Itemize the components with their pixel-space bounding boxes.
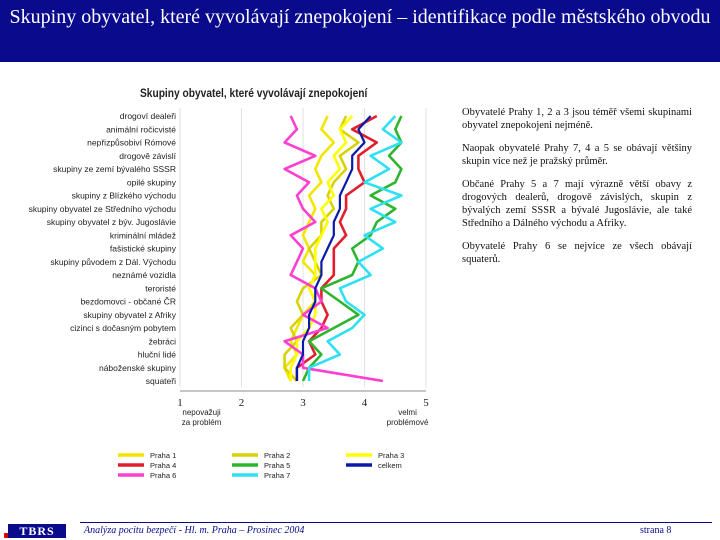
- legend-label: Praha 2: [264, 451, 291, 460]
- category-label: animální ročicvisté: [106, 124, 176, 135]
- category-label: skupiny původem z Dál. Východu: [50, 256, 176, 267]
- category-label: nepřizpůsobiví Rómové: [87, 137, 176, 148]
- category-label: bezdomovci - občané ČR: [80, 296, 176, 307]
- tbrs-logo: TBRS: [8, 524, 66, 538]
- x-tick-label: 2: [238, 397, 245, 409]
- legend-label: Praha 7: [264, 471, 291, 480]
- legend-label: Praha 3: [378, 451, 405, 460]
- category-label: žebráci: [148, 336, 176, 347]
- commentary: [462, 106, 692, 276]
- category-label: skupiny obyvatel ze Středního východu: [28, 203, 176, 214]
- category-label: skupiny z Blízkého východu: [71, 190, 176, 201]
- category-label: fašistické skupiny: [109, 243, 176, 254]
- legend-label: Praha 4: [150, 461, 177, 470]
- x-tick-label: 3: [300, 397, 306, 409]
- category-label: skupiny obyvatel z býv. Jugoslávie: [46, 217, 176, 227]
- category-label: cizinci s dočasným pobytem: [70, 323, 176, 333]
- note-2: Naopak obyvatelé Prahy 7, 4 a 5 se obávají většiny skupin více než je pražský průměr.: [462, 143, 692, 167]
- footer-text: Analýza pocitu bezpečí - Hl. m. Praha – Prosinec 2004: [84, 525, 305, 536]
- category-label: neznámé vozidla: [112, 270, 176, 280]
- x-tick-label: 5: [423, 397, 429, 409]
- legend-label: Praha 1: [150, 451, 177, 460]
- legend-label: celkem: [378, 461, 402, 470]
- category-label: skupiny obyvatel z Afriky: [83, 309, 176, 320]
- category-label: squateři: [145, 376, 176, 386]
- x-label-right: velmi problémové: [386, 408, 429, 427]
- page-number: strana 8: [640, 525, 672, 536]
- note-1: Obyvatelé Prahy 1, 2 a 3 jsou téměř všemi skupinami obyvatel znepokojeni nejméně.: [462, 107, 692, 131]
- legend-label: Praha 5: [264, 461, 291, 470]
- category-label: skupiny ze zemí bývalého SSSR: [53, 164, 176, 174]
- category-label: opilé skupiny: [126, 177, 176, 188]
- category-label: drogově závislí: [119, 150, 176, 161]
- category-label: náboženské skupiny: [98, 362, 176, 373]
- legend-label: Praha 6: [150, 471, 177, 480]
- category-label: hluční lidé: [137, 349, 176, 360]
- x-label-left: nepovažuji za problém: [181, 408, 222, 427]
- category-label: drogoví dealeři: [119, 111, 176, 121]
- chart-title: Skupiny obyvatel, které vyvolávají znepokojení: [140, 86, 368, 100]
- note-4: Obyvatelé Prahy 6 se nejvíce ze všech obávají squaterů.: [462, 241, 692, 265]
- category-label: kriminální mládež: [109, 230, 176, 241]
- footer-divider: [80, 522, 712, 523]
- category-label: teroristé: [145, 283, 176, 294]
- x-tick-label: 4: [361, 397, 368, 409]
- note-3: Občané Prahy 5 a 7 mají výrazně větší obavy z drogových dealerů, drogově závislých, skupin z bývalých zemí SSSR a bývalé Jugoslávie, ale také Středního a Dálného východu a Afriky.: [462, 179, 692, 229]
- x-tick-label: 1: [177, 397, 183, 409]
- slide-title: Skupiny obyvatel, které vyvolávají znepokojení – identifikace podle městského obvodu: [0, 0, 720, 62]
